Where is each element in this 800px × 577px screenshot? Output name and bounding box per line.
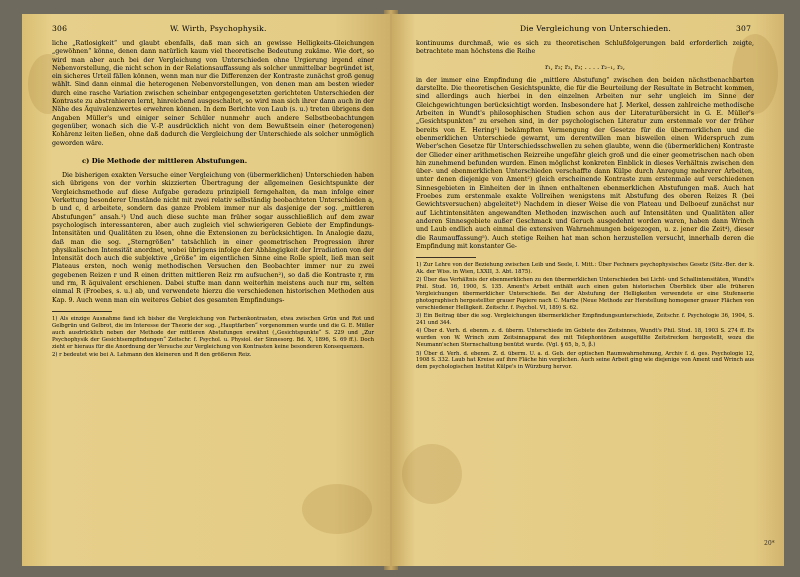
right-footnotes	[416, 262, 754, 371]
footnote-rule	[416, 257, 476, 258]
right-page-body	[416, 40, 754, 373]
right-footnote: 3) Ein Beitrag über die sog. Vergleichungen übermerklicher Empfindungsunterschiede, Zeitschr. f. Psychologie 36, 1904, S. 241 und 344.	[416, 313, 754, 327]
section-heading: c) Die Methode der mittleren Abstufungen.	[82, 156, 248, 165]
right-intro: kontinuums durchmaß, wie es sich zu theoretischen Schlußfolgerungen bald erforderlich zeigte, betrachtete man höchstens die Reihe	[416, 40, 754, 56]
left-running-head: W. Wirth, Psychophysik.	[170, 24, 267, 33]
footnote-rule	[52, 311, 112, 312]
right-footnote: 2) Über das Verhältnis der ebenmerklichen zu den übermerklichen Unterschieden bei Licht- und Schallintensitäten, Wundt's Phil. Stud. 16, 1900, S. 135. Ament's Arbeit enthält auch einen guten historischen Überblick über alle früheren Vergleichungen übermerklicher Unterschiede. Bei der Abstufung der Helligkeiten verwendete er eine Stufenserie photographisch hergestellter grauer Papiere nach C. Marbe (Neue Methode zur Herstellung homogener grauer Flächen von verschiedener Helligkeit. Zeitschr. f. Psychol. VI, 189) S. 62.	[416, 277, 754, 311]
left-page-number: 306	[52, 24, 68, 33]
right-footnote: 4) Über d. Verh. d. ebenm. z. d. überm. Unterschiede im Gebiete des Zeitsinnes, Wundt's Phil. Stud. 18, 1903 S. 274 ff. Es wurden von W. Wrinch zum Zeitsinnapparat des mit Telephontönen ausgefüllte Zeitstrecken hergestellt, wozu die Neumann'schen Sternschaltung benützt wurde. (Vgl. § 65, b, 5, β.)	[416, 328, 754, 349]
right-page-number: 307	[736, 24, 752, 33]
left-paragraph-1: liche „Ratlosigkeit“ und glaubt ebenfalls, daß man sich an gewisse Helligkeits-Gleichungen „gewöhnen“ könne, denen dann natürlich kaum viel theoretische Bedeutung zukäme. Wie dort, so wird man aber auch bei der Vergleichung von Unterschieden ohne Urgierung irgend einer Nebenvorstellung, die nicht schon in der Relationsauffassung als solcher unmittelbar begründet ist, ein sicheres Urteil fällen können, wenn man nur die Differenzen der Kontraste zunächst groß genug wählt. Sind dann einmal die heterogenen Nebenvorstellungen, von denen man am besten wieder durch eine rasche Variation zwischen scheinbar entgegengesetzten gerichteten Unterschieden der Kontraste zu abstrahieren lernt, hinreichend ausgeschaltet, so wird man sich ihrer dann auch in der Nähe des Äquivalenzwertes erwehren können. In dem Berichte von Laub (s. u.) treten übrigens den Angaben Müller's und einiger seiner Schüler nunmehr auch andere Selbstbeobachtungen gegenüber, wonach sich die V.-P. ausdrücklich nicht von dem Bewußtsein einer (heterogenen) Kohärenz leiten ließen, ohne daß dadurch die Vergleichung der Unterschiede als solcher unmöglich geworden wäre.	[52, 40, 374, 147]
right-footnote: 5) Über d. Verh. d. ebenm. Z. d. überm. U. a. d. Geb. der optischen Raumwahrnehmung, Archiv f. d. ges. Psychologie 12, 1908 S. 332. Laub hat Kreise auf ihre Fläche hin verglichen. Auch seine Arbeit ging wie diejenige von Ament und Wrinch aus dem psychologischen Institut Külpe's in Würzburg hervor.	[416, 350, 754, 371]
signature-mark: 20*	[764, 540, 775, 547]
right-running-head: Die Vergleichung von Unterschieden.	[520, 24, 672, 33]
left-footnote-1: 1) Als einzige Ausnahme fand ich bisher die Vergleichung von Farbenkontrasten, etwa zwischen Grün und Rot und Gelbgrün und Gelbrot, die im Interesse der Theorie der sog. „Hauptfarben“ vorgenommen wurde und die G. E. Müller auch ausdrücklich neben der Methode der mittleren Abstufungen erwähnt („Gesichtspunkte“ S. 229 und „Zur Psychophysik der Gesichtsempfindungen“ Zeitschr. f. Psychol. u. Physiol. der Sinnesorg. Bd. X, 1896, S. 69 ff.). Doch zieht er hieraus für die Anordnung der Versuche zur Vergleichung von Kontrasten keine besonderen Konsequenzen.	[52, 315, 374, 350]
left-footnotes	[52, 316, 374, 359]
right-footnote: 1) Zur Lehre von der Beziehung zwischen Leib und Seele, I. Mitt.: Über Fechners psychophysisches Gesetz (Sitz.-Ber. der k. Ak. der Wiss. in Wien, LXXII, 3. Abt. 1875).	[416, 262, 754, 276]
left-page-body	[52, 40, 374, 360]
paper-stain	[402, 444, 462, 504]
left-paragraph-2: Die bisherigen exakten Versuche einer Vergleichung von (übermerklichen) Unterschieden haben sich übrigens von der vorhin skizzierten Übertragung der allgemeinen Gesichtspunkte der Vergleichsmethode auf diese Aufgabe geradezu prinzipiell ferngehalten, da man infolge einer Verkettung besonderer Umstände nicht mit zwei relativ selbständig beobachteten Unterschieden a, b und c, d arbeitete, sondern das ganze Problem immer nur als dasjenige der sog. „mittleren Abstufungen“ ansah.¹) Und auch diese suchte man früher sogar ausschließlich auf dem zwar psychologisch interessanteren, aber auch zugleich viel schwierigeren Gebiete der Empfindungs-Intensitäten und Qualitäten zu lösen, ohne die Extensionen zu berücksichtigen. In Analogie dazu, daß man die sog. „Sterngrößen“ tatsächlich in einer geometrischen Progression ihrer physikalischen Intensität anordnet, wobei übrigens infolge der Abhängigkeit der Irradiation von der Intensität doch auch die subjektive „Größe“ im eigentlichen Sinne eine Rolle spielt, ließ man seit Plateaus ersten, noch wenig methodischen Versuchen den Beobachter immer nur zu zwei gegebenen Reizen r und R einen dritten mittleren Reiz rm aufsuchen²), so daß die Kontraste r, rm und rm, R äquivalent erschienen. Dabei stufte man dann weiterhin meistens auch nur rm, selten einmal R (Froebes, s. u.) ab, und verwendete hierzu die verschiedenen historischen Methoden aus Kap. 9. Auch wenn man ein weiteres Gebiet des gesamten Empfindungs-	[52, 172, 374, 304]
stimulus-series-formula: r₁, r₂; r₂, r₃; . . . . r₂₋₁, r₂,	[545, 62, 625, 71]
right-paragraph: in der immer eine Empfindung die „mittlere Abstufung“ zwischen den beiden nächstbenachbarten darstellte. Die theoretischen Gesichtspunkte, die für die Beurteilung der Resultate in Betracht kommen, sind allerdings auch hierbei in den einzelnen Arbeiten nur sehr ungleich im Sinne der Gleichgewichtungen berücksichtigt worden. Insbesondere hat J. Merkel, dessen zahlreiche methodische Arbeiten in Wundt's philosophischen Studien schon aus der Literaturübersicht in G. E. Müller's „Gesichtspunkten“ zu ersehen sind, in der psychologischen Literatur zum erstenmale vor der früher bereits von E. Hering¹) bekämpften Vermengung der Gesetze für die übermerklichen und die ebenmerklichen Unterschiede gewarnt, um derentwillen man bisweilen einen Widerspruch zum Weber'schen Gesetze für Unterschiedsschwellen zu sehen glaubte, wenn die (übermerklichen) Kontraste der Glieder einer arithmetischen Reizreihe ungefähr gleich groß und die einer geometrischen nach oben hin zunehmend befunden wurden. Einen möglichst konkreten Einblick in dieses Verhältnis zwischen den über- und ebenmerklichen Unterschieden verschaffte dann Külpe durch Anregung mehrerer Arbeiten, unter denen diejenige von Ament²) gleich erscheinende Kontraste zum erstenmale auf verschiedenen Sinnesgebieten in Einheiten der in ihnen enthaltenen ebenmerklichen Abstufungen maß. Auch hat Froebes zum erstenmale exakte Vollreihen wenigstens mit Abstufung des oberen Reizes R (bei Gewichtsversuchen) abgeleitet³) Nachdem in dieser Weise die von Plateau und Delboeuf zunächst nur auf Lichtintensitäten angewandten Methoden inzwischen auch auf Intensitäten und Qualitäten aller anderen Sinnesgebiete außer Geschmack und Geruch ausgedehnt worden waren, haben dann Wrinch und Laub endlich auch einmal die extensiven Wahrnehmungen beigezogen, u. z. jener die Zeit⁴), dieser die Raumauffassung⁵). Auch stetige Reihen hat man schon herzustellen versucht, innerhalb deren die Empfindung mit konstanter Ge-	[416, 76, 754, 250]
left-footnote-2: 2) r bedeutet wie bei A. Lehmann den kleineren und R den größeren Reiz.	[52, 351, 252, 358]
paper-stain	[302, 484, 372, 534]
